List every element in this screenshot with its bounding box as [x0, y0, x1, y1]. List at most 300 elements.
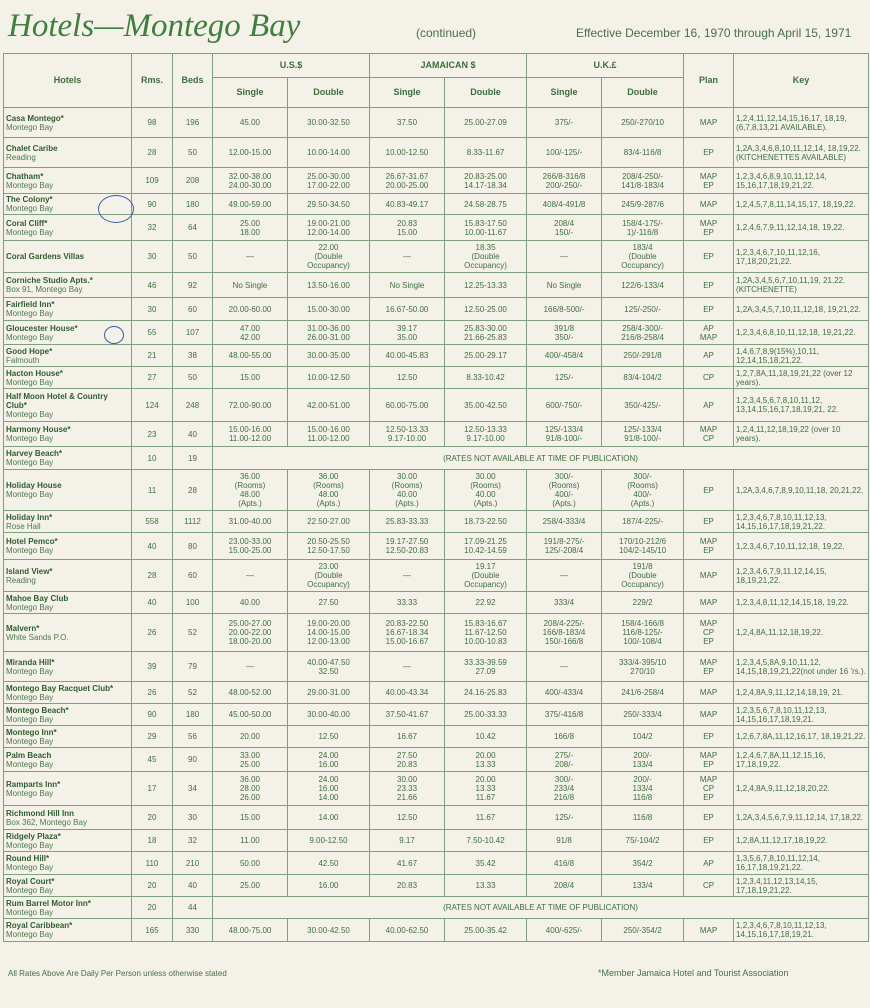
hotel-location: Montego Bay	[6, 736, 54, 746]
beds-cell: 50	[173, 138, 213, 168]
plan-cell: EP	[684, 806, 734, 830]
hotel-name: Montego Bay Racquet Club*	[6, 683, 114, 693]
beds-cell: 50	[173, 367, 213, 389]
hotel-location: Montego Bay	[6, 227, 54, 237]
uk-single-rate-cell: 100/-125/-	[527, 138, 602, 168]
plan-cell: AP	[684, 852, 734, 875]
rooms-cell: 30	[132, 241, 173, 273]
jam-double-rate-cell: 25.00-29.17	[445, 345, 527, 367]
jam-single-rate-cell: No Single	[370, 273, 445, 298]
table-row	[4, 389, 869, 422]
hotel-cell	[4, 852, 132, 875]
key-cell: 1,2,8A,11,12,17,18,19,22.	[734, 830, 869, 852]
plan-cell: AP MAP	[684, 321, 734, 345]
table-row	[4, 345, 869, 367]
uk-double-rate-cell: 245/9-287/6	[602, 194, 684, 215]
hotel-cell	[4, 748, 132, 772]
hotel-location: Montego Bay	[6, 714, 54, 724]
hotel-location: Montego Bay	[6, 692, 54, 702]
uk-single-rate-cell: 400/-458/4	[527, 345, 602, 367]
jam-single-rate-cell: 39.17 35.00	[370, 321, 445, 345]
rooms-cell: 45	[132, 748, 173, 772]
us-double-rate-cell: 13.50-16.00	[288, 273, 370, 298]
us-double-rate-cell: 24.00 16.00	[288, 748, 370, 772]
hotel-rates-table	[3, 53, 869, 942]
beds-cell: 30	[173, 806, 213, 830]
col-header-us-double: Double	[288, 78, 370, 108]
jam-double-rate-cell: 25.00-35.42	[445, 919, 527, 942]
hotel-name: Coral Gardens Villas	[6, 252, 85, 261]
key-cell: 1,2A,3,4,5,7,10,11,12,18, 19,21,22.	[734, 298, 869, 321]
jam-single-rate-cell: 40.00-43.34	[370, 682, 445, 704]
hotel-location: Box 91, Montego Bay	[6, 285, 83, 294]
plan-cell: MAP	[684, 108, 734, 138]
uk-single-rate-cell: —	[527, 652, 602, 682]
uk-single-rate-cell: 266/8-316/8 200/-250/-	[527, 168, 602, 194]
beds-cell: 79	[173, 652, 213, 682]
us-single-rate-cell: 11.00	[213, 830, 288, 852]
us-double-rate-cell: 16.00	[288, 875, 370, 897]
hotel-cell	[4, 875, 132, 897]
plan-cell: MAP	[684, 919, 734, 942]
uk-double-rate-cell: 125/-250/-	[602, 298, 684, 321]
plan-cell: MAP CP EP	[684, 772, 734, 806]
uk-single-rate-cell: 300/- 233/4 216/8	[527, 772, 602, 806]
footer-note: All Rates Above Are Daily Per Person unless otherwise stated	[8, 969, 227, 978]
rooms-cell: 18	[132, 830, 173, 852]
rooms-cell: 98	[132, 108, 173, 138]
us-single-rate-cell: 33.00 25.00	[213, 748, 288, 772]
uk-double-rate-cell: 133/4	[602, 875, 684, 897]
jam-double-rate-cell: 24.16-25.83	[445, 682, 527, 704]
jam-single-rate-cell: —	[370, 241, 445, 273]
beds-cell: 19	[173, 447, 213, 470]
col-header-hotels: Hotels	[4, 54, 132, 108]
jam-double-rate-cell: 13.33	[445, 875, 527, 897]
pen-circle-mark	[98, 195, 134, 223]
us-single-rate-cell: 12.00-15.00	[213, 138, 288, 168]
plan-cell: MAP	[684, 682, 734, 704]
table-row	[4, 652, 869, 682]
uk-double-rate-cell: 191/8 (Double Occupancy)	[602, 560, 684, 592]
us-double-rate-cell: 9.00-12.50	[288, 830, 370, 852]
us-single-rate-cell: 25.00	[213, 875, 288, 897]
us-double-rate-cell: 29.50-34.50	[288, 194, 370, 215]
uk-single-rate-cell: 125/-133/4 91/8-100/-	[527, 422, 602, 447]
jam-double-rate-cell: 8.33-10.42	[445, 367, 527, 389]
jam-double-rate-cell: 20.00 13.33 11.67	[445, 772, 527, 806]
jam-double-rate-cell: 10.42	[445, 726, 527, 748]
uk-double-rate-cell: 125/-133/4 91/8-100/-	[602, 422, 684, 447]
key-cell: 1,2,3,5,6,7,8,10,11,12,13, 14,15,16,17,18,19,21.	[734, 704, 869, 726]
plan-cell: EP	[684, 241, 734, 273]
us-double-rate-cell: 30.00-32.50	[288, 108, 370, 138]
uk-double-rate-cell: 258/4-300/- 216/8-258/4	[602, 321, 684, 345]
hotel-location: Montego Bay	[6, 930, 54, 939]
hotel-name: Montego Beach*	[6, 705, 69, 715]
key-cell: 1,2,4,8A,9,11,12,18,20,22.	[734, 772, 869, 806]
us-single-rate-cell: —	[213, 560, 288, 592]
beds-cell: 52	[173, 614, 213, 652]
hotel-cell	[4, 298, 132, 321]
jam-double-rate-cell: 15.83-17.50 10.00-11.67	[445, 215, 527, 241]
jam-single-rate-cell: 10.00-12.50	[370, 138, 445, 168]
us-double-rate-cell: 14.00	[288, 806, 370, 830]
table-row	[4, 875, 869, 897]
us-double-rate-cell: 22.00 (Double Occupancy)	[288, 241, 370, 273]
beds-cell: 90	[173, 748, 213, 772]
jam-double-rate-cell: 33.33-39.59 27.09	[445, 652, 527, 682]
hotel-location: Montego Bay	[6, 602, 54, 612]
uk-single-rate-cell: 91/8	[527, 830, 602, 852]
uk-single-rate-cell: 400/-625/-	[527, 919, 602, 942]
jam-single-rate-cell: 41.67	[370, 852, 445, 875]
jam-single-rate-cell: 37.50	[370, 108, 445, 138]
hotel-name: Chalet Caribe	[6, 143, 58, 153]
table-row	[4, 772, 869, 806]
hotel-name: Ramparts Inn*	[6, 779, 61, 789]
uk-double-rate-cell: 354/2	[602, 852, 684, 875]
continued-label: (continued)	[416, 26, 477, 40]
jam-single-rate-cell: 12.50	[370, 806, 445, 830]
plan-cell: EP	[684, 298, 734, 321]
uk-single-rate-cell: 375/-416/8	[527, 704, 602, 726]
us-single-rate-cell: 48.00-55.00	[213, 345, 288, 367]
hotel-name: Ridgely Plaza*	[6, 831, 61, 841]
jam-double-rate-cell: 30.00 (Rooms) 40.00 (Apts.)	[445, 470, 527, 511]
hotel-name: Half Moon Hotel & Country Club*	[6, 391, 108, 410]
jam-single-rate-cell: 26.67-31.67 20.00-25.00	[370, 168, 445, 194]
member-note: *Member Jamaica Hotel and Tourist Association	[598, 968, 789, 978]
hotel-location: Montego Bay	[6, 885, 54, 895]
us-double-rate-cell: 30.00-35.00	[288, 345, 370, 367]
hotel-location: Montego Bay	[6, 907, 54, 917]
beds-cell: 38	[173, 345, 213, 367]
col-header-jam-double: Double	[445, 78, 527, 108]
table-row	[4, 726, 869, 748]
uk-double-rate-cell: 250/-354/2	[602, 919, 684, 942]
us-double-rate-cell: 36.00 (Rooms) 48.00 (Apts.)	[288, 470, 370, 511]
hotel-cell	[4, 897, 132, 919]
hotel-cell	[4, 447, 132, 470]
rooms-cell: 30	[132, 298, 173, 321]
key-cell: 1,2,7,8A,11,18,19,21,22 (over 12 years).	[734, 367, 869, 389]
hotel-location: Montego Bay	[6, 204, 54, 213]
rooms-cell: 20	[132, 875, 173, 897]
rooms-cell: 558	[132, 511, 173, 533]
us-single-rate-cell: —	[213, 241, 288, 273]
uk-double-rate-cell: 83/4-116/8	[602, 138, 684, 168]
us-single-rate-cell: 72.00-90.00	[213, 389, 288, 422]
hotel-name: Mahoe Bay Club	[6, 593, 69, 603]
uk-double-rate-cell: 200/- 133/4 116/8	[602, 772, 684, 806]
rooms-cell: 90	[132, 704, 173, 726]
beds-cell: 60	[173, 298, 213, 321]
jam-single-rate-cell: 37.50-41.67	[370, 704, 445, 726]
hotel-location: Montego Bay	[6, 863, 54, 872]
hotel-name: Casa Montego*	[6, 113, 64, 123]
jam-single-rate-cell: 16.67-50.00	[370, 298, 445, 321]
col-header-uk-single: Single	[527, 78, 602, 108]
plan-cell: MAP	[684, 704, 734, 726]
jam-single-rate-cell: 16.67	[370, 726, 445, 748]
hotel-location: Montego Bay	[6, 759, 54, 769]
rooms-cell: 26	[132, 682, 173, 704]
us-double-rate-cell: 19.00-20.00 14.00-15.00 12.00-13.00	[288, 614, 370, 652]
key-cell: 1,2,3,4,6,8,9,10,11,12,14, 15,16,17,18,19,21,22.	[734, 168, 869, 194]
us-double-rate-cell: 27.50	[288, 592, 370, 614]
jam-single-rate-cell: 33.33	[370, 592, 445, 614]
us-single-rate-cell: 15.00	[213, 806, 288, 830]
uk-single-rate-cell: 191/8-275/- 125/-208/4	[527, 533, 602, 560]
key-cell: 1,2A,3,4,6,8,10,11,12,14, 18,19,22.(KITCHENETTES AVAILABLE)	[734, 138, 869, 168]
jam-single-rate-cell: 9.17	[370, 830, 445, 852]
rooms-cell: 11	[132, 470, 173, 511]
hotel-name: Miranda Hill*	[6, 657, 55, 667]
jam-double-rate-cell: 25.00-33.33	[445, 704, 527, 726]
us-single-rate-cell: 48.00-75.00	[213, 919, 288, 942]
uk-double-rate-cell: 200/- 133/4	[602, 748, 684, 772]
table-row	[4, 897, 869, 919]
us-single-rate-cell: 25.00-27.00 20.00-22.00 18.00-20.00	[213, 614, 288, 652]
plan-cell: CP	[684, 367, 734, 389]
plan-cell: MAP	[684, 560, 734, 592]
uk-double-rate-cell: 158/4-175/- 1)/-116/8	[602, 215, 684, 241]
table-row	[4, 830, 869, 852]
jam-double-rate-cell: 24.58-28.75	[445, 194, 527, 215]
table-row	[4, 321, 869, 345]
uk-single-rate-cell: 408/4-491/8	[527, 194, 602, 215]
beds-cell: 92	[173, 273, 213, 298]
jam-single-rate-cell: 30.00 (Rooms) 40.00 (Apts.)	[370, 470, 445, 511]
hotel-location: Rose Hall	[6, 521, 41, 531]
hotel-location: Montego Bay	[6, 666, 54, 676]
us-single-rate-cell: No Single	[213, 273, 288, 298]
jam-double-rate-cell: 19.17 (Double Occupancy)	[445, 560, 527, 592]
col-header-rms: Rms.	[132, 54, 173, 108]
rooms-cell: 28	[132, 560, 173, 592]
plan-cell: EP	[684, 470, 734, 511]
jam-double-rate-cell: 22.92	[445, 592, 527, 614]
beds-cell: 34	[173, 772, 213, 806]
hotel-name: Hacton House*	[6, 368, 63, 378]
table-row	[4, 273, 869, 298]
uk-single-rate-cell: 166/8-500/-	[527, 298, 602, 321]
uk-single-rate-cell: 416/8	[527, 852, 602, 875]
hotel-location: Montego Bay	[6, 788, 54, 798]
rates-unavailable-cell: (RATES NOT AVAILABLE AT TIME OF PUBLICATION)	[213, 447, 869, 470]
us-single-rate-cell: 45.00-50.00	[213, 704, 288, 726]
plan-cell: MAP EP	[684, 652, 734, 682]
beds-cell: 1112	[173, 511, 213, 533]
plan-cell: CP	[684, 875, 734, 897]
us-double-rate-cell: 24.00 16.00 14.00	[288, 772, 370, 806]
jam-double-rate-cell: 15.83-16.67 11.67-12.50 10.00-10.83	[445, 614, 527, 652]
hotel-name: Gloucester House*	[6, 323, 78, 333]
rooms-cell: 109	[132, 168, 173, 194]
uk-double-rate-cell: 229/2	[602, 592, 684, 614]
hotel-cell	[4, 772, 132, 806]
hotel-location: Montego Bay	[6, 122, 54, 132]
rooms-cell: 29	[132, 726, 173, 748]
jam-single-rate-cell: 25.83-33.33	[370, 511, 445, 533]
hotel-cell	[4, 704, 132, 726]
beds-cell: 107	[173, 321, 213, 345]
hotel-cell	[4, 241, 132, 273]
col-header-key: Key	[734, 54, 869, 108]
us-single-rate-cell: —	[213, 652, 288, 682]
rooms-cell: 55	[132, 321, 173, 345]
beds-cell: 100	[173, 592, 213, 614]
hotel-name: Palm Beach	[6, 750, 52, 760]
hotel-cell	[4, 806, 132, 830]
col-group-uk: U.K.£	[527, 54, 684, 78]
hotel-location: Reading	[6, 575, 36, 585]
hotel-cell	[4, 367, 132, 389]
beds-cell: 40	[173, 875, 213, 897]
uk-single-rate-cell: 275/- 208/-	[527, 748, 602, 772]
key-cell: 1,3,5,6,7,8,10,11,12,14, 16,17,18,19,21,22.	[734, 852, 869, 875]
rooms-cell: 28	[132, 138, 173, 168]
col-header-plan: Plan	[684, 54, 734, 108]
table-row	[4, 138, 869, 168]
us-double-rate-cell: 40.00-47.50 32.50	[288, 652, 370, 682]
uk-double-rate-cell: 183/4 (Double Occupancy)	[602, 241, 684, 273]
uk-double-rate-cell: 250/-291/8	[602, 345, 684, 367]
uk-single-rate-cell: 391/8 350/-	[527, 321, 602, 345]
hotel-rows	[4, 108, 869, 942]
jam-single-rate-cell: 19.17-27.50 12.50-20.83	[370, 533, 445, 560]
uk-single-rate-cell: —	[527, 241, 602, 273]
us-single-rate-cell: 36.00 28.00 26.00	[213, 772, 288, 806]
hotel-cell	[4, 168, 132, 194]
table-row	[4, 168, 869, 194]
uk-double-rate-cell: 208/4-250/- 141/8-183/4	[602, 168, 684, 194]
us-double-rate-cell: 12.50	[288, 726, 370, 748]
us-single-rate-cell: 15.00	[213, 367, 288, 389]
hotel-name: Round Hill*	[6, 854, 50, 863]
table-row	[4, 447, 869, 470]
uk-double-rate-cell: 350/-425/-	[602, 389, 684, 422]
hotel-name: Royal Caribbean*	[6, 921, 73, 930]
hotel-location: Montego Bay	[6, 434, 54, 443]
col-header-jam-single: Single	[370, 78, 445, 108]
page-title: Hotels—Montego Bay	[8, 8, 301, 44]
us-double-rate-cell: 25.00-30.00 17.00-22.00	[288, 168, 370, 194]
hotel-name: Good Hope*	[6, 346, 53, 356]
beds-cell: 248	[173, 389, 213, 422]
uk-single-rate-cell: 600/-750/-	[527, 389, 602, 422]
us-double-rate-cell: 30.00-42.50	[288, 919, 370, 942]
uk-single-rate-cell: 400/-433/4	[527, 682, 602, 704]
hotel-name: Harmony House*	[6, 425, 71, 434]
uk-double-rate-cell: 122/6-133/4	[602, 273, 684, 298]
hotel-name: Malvern*	[6, 623, 40, 633]
jam-single-rate-cell: 20.83-22.50 16.67-18.34 15.00-16.67	[370, 614, 445, 652]
us-double-rate-cell: 31.00-36.00 26.00-31.00	[288, 321, 370, 345]
us-single-rate-cell: 45.00	[213, 108, 288, 138]
uk-single-rate-cell: 208/4-225/- 166/8-183/4 150/-166/8	[527, 614, 602, 652]
uk-double-rate-cell: 333/4-395/10 270/10	[602, 652, 684, 682]
hotel-cell	[4, 108, 132, 138]
beds-cell: 52	[173, 682, 213, 704]
beds-cell: 180	[173, 704, 213, 726]
us-single-rate-cell: 15.00-16.00 11.00-12.00	[213, 422, 288, 447]
key-cell: 1,2,3,4,6,7,8,10,11,12,13, 14,15,16,17,18,19,21.	[734, 919, 869, 942]
key-cell: 1,2,3,4,6,7,10,11,12,18, 19,22.	[734, 533, 869, 560]
hotel-location: Montego Bay	[6, 546, 54, 555]
pen-circle-mark	[104, 326, 124, 344]
hotel-name: Corniche Studio Apts.*	[6, 276, 93, 285]
key-cell: 1,2,3,4,11,12,13,14,15, 17,18,19,21,22.	[734, 875, 869, 897]
hotel-location: Falmouth	[6, 355, 40, 365]
rooms-cell: 27	[132, 367, 173, 389]
jam-double-rate-cell: 8.33-11.67	[445, 138, 527, 168]
hotel-cell	[4, 592, 132, 614]
us-double-rate-cell: 15.00-30.00	[288, 298, 370, 321]
beds-cell: 50	[173, 241, 213, 273]
jam-double-rate-cell: 7.50-10.42	[445, 830, 527, 852]
uk-single-rate-cell: 166/8	[527, 726, 602, 748]
jam-single-rate-cell: 20.83	[370, 875, 445, 897]
key-cell: 1,2,4,6,7,8A,11,12,15,16, 17,18,19,22.	[734, 748, 869, 772]
beds-cell: 64	[173, 215, 213, 241]
key-cell: 1,2,3,4,6,7,8,10,11,12,13, 14,15,16,17,18,19,21,22.	[734, 511, 869, 533]
rooms-cell: 40	[132, 533, 173, 560]
jam-single-rate-cell: 12.50-13.33 9.17-10.00	[370, 422, 445, 447]
hotel-name: Harvey Beach*	[6, 449, 63, 458]
beds-cell: 44	[173, 897, 213, 919]
table-row	[4, 560, 869, 592]
col-group-jamaican: JAMAICAN $	[370, 54, 527, 78]
beds-cell: 60	[173, 560, 213, 592]
table-row	[4, 919, 869, 942]
jam-single-rate-cell: 40.83-49.17	[370, 194, 445, 215]
key-cell: 1,2,4,8A,9,11,12,14,18,19, 21.	[734, 682, 869, 704]
hotel-cell	[4, 533, 132, 560]
uk-double-rate-cell: 187/4-225/-	[602, 511, 684, 533]
rooms-cell: 20	[132, 897, 173, 919]
rooms-cell: 21	[132, 345, 173, 367]
us-single-rate-cell: 36.00 (Rooms) 48.00 (Apts.)	[213, 470, 288, 511]
rooms-cell: 46	[132, 273, 173, 298]
jam-single-rate-cell: 27.50 20.83	[370, 748, 445, 772]
plan-cell: MAP EP	[684, 168, 734, 194]
hotel-name: Holiday Inn*	[6, 512, 53, 522]
hotel-name: Rum Barrel Motor Inn*	[6, 898, 91, 908]
hotel-cell	[4, 652, 132, 682]
jam-double-rate-cell: 11.67	[445, 806, 527, 830]
hotel-cell	[4, 273, 132, 298]
key-cell: 1,4,6,7,8,9(15%),10,11, 12,14,15,18,21,22.	[734, 345, 869, 367]
us-single-rate-cell: 40.00	[213, 592, 288, 614]
hotel-location: Montego Bay	[6, 840, 54, 850]
hotel-location: Montego Bay	[6, 490, 54, 499]
key-cell: 1,2,4,11,12,18,19,22 (over 10 years).	[734, 422, 869, 447]
key-cell: 1,2,6,7,8A,11,12,16,17, 18,19,21,22.	[734, 726, 869, 748]
table-row	[4, 298, 869, 321]
plan-cell: MAP EP	[684, 748, 734, 772]
us-double-rate-cell: 10.00-12.50	[288, 367, 370, 389]
hotel-location: Montego Bay	[6, 409, 54, 419]
uk-double-rate-cell: 300/- (Rooms) 400/- (Apts.)	[602, 470, 684, 511]
uk-double-rate-cell: 250/-333/4	[602, 704, 684, 726]
key-cell: 1,2A,3,4,5,6,7,10,11,19, 21,22.(KITCHENETTE)	[734, 273, 869, 298]
us-double-rate-cell: 19.00-21.00 12.00-14.00	[288, 215, 370, 241]
jam-double-rate-cell: 12.25-13.33	[445, 273, 527, 298]
table-row	[4, 852, 869, 875]
uk-single-rate-cell: 208/4 150/-	[527, 215, 602, 241]
